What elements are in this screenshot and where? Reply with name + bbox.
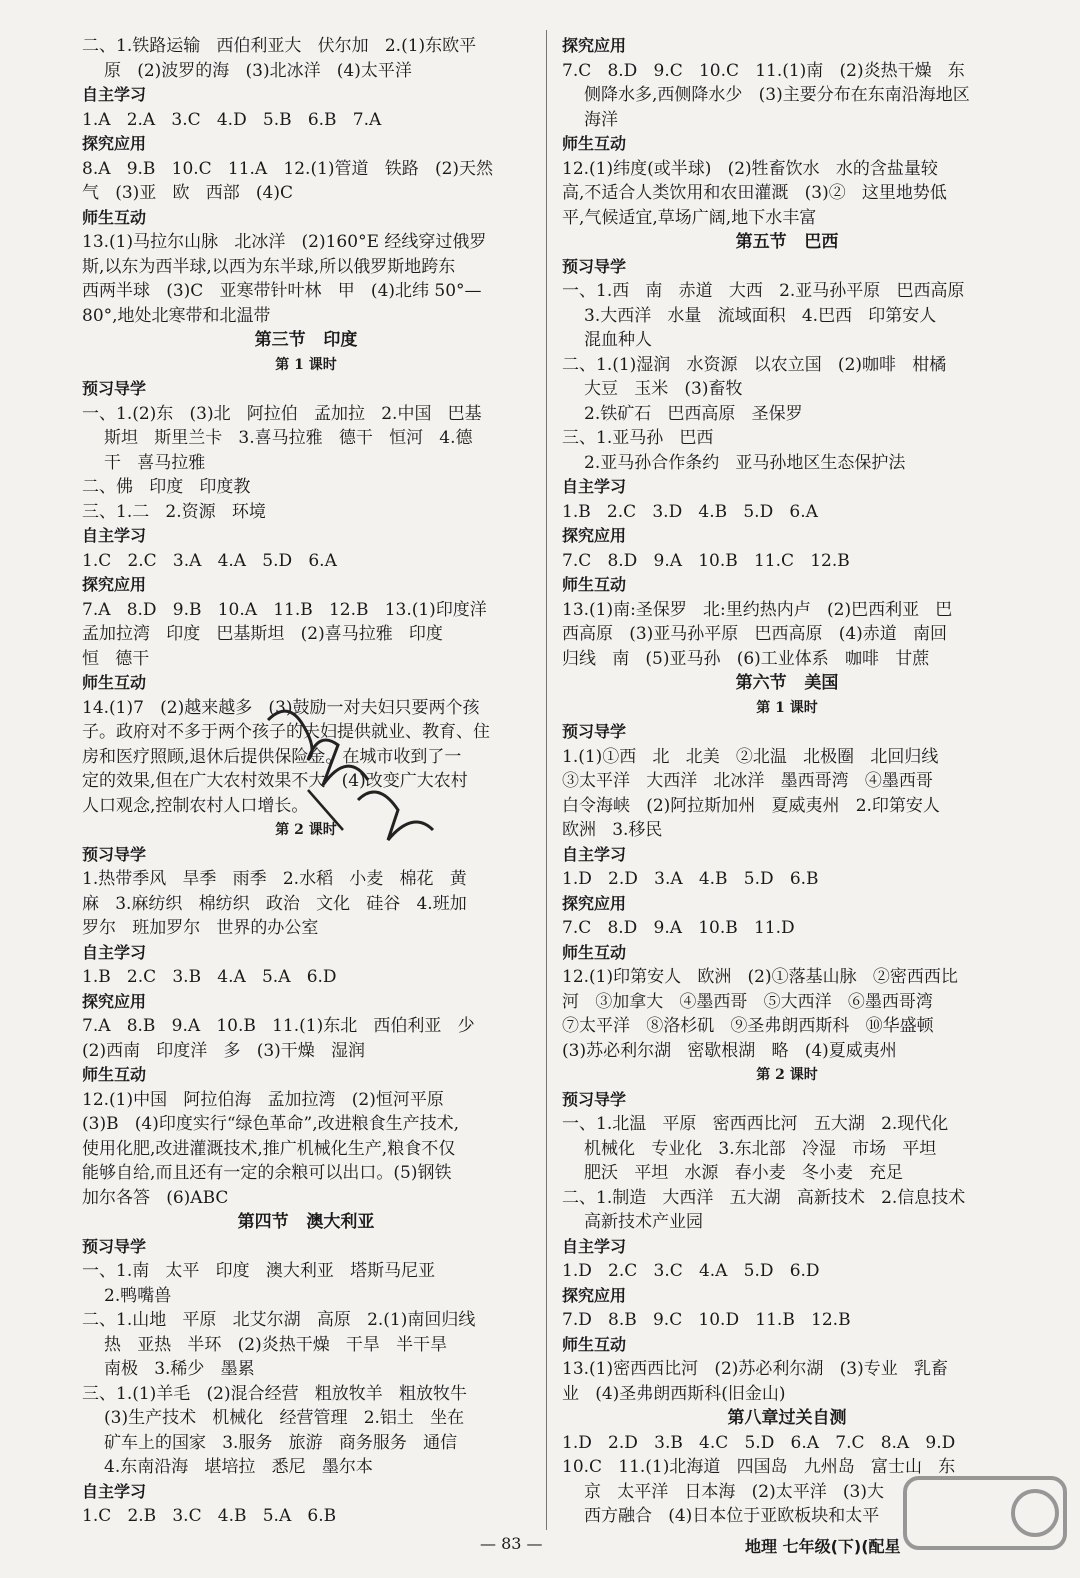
section-heading: 探究应用 — [82, 134, 147, 153]
answer-line: 加尔各答 (6)ABC — [82, 1187, 229, 1208]
lesson-title: 第 2 课时 — [275, 822, 337, 838]
subject-label: 地理 七年级(下)(配星 — [745, 1537, 901, 1556]
chapter-title: 第八章过关自测 — [727, 1408, 847, 1428]
section-heading: 师生互动 — [82, 207, 147, 227]
section-heading: 师生互动 — [562, 134, 627, 153]
section-heading: 探究应用 — [562, 36, 627, 55]
answer-line: 7.D 8.B 9.C 10.D 11.B 12.B — [562, 1310, 851, 1330]
section-heading: 师生互动 — [562, 1334, 627, 1354]
answer-line: 4.东南沿海 堪培拉 悉尼 墨尔本 — [104, 1457, 373, 1477]
answer-line: 罗尔 班加罗尔 世界的办公室 — [82, 918, 319, 938]
column-divider — [546, 30, 547, 1530]
section-heading: 自主学习 — [562, 844, 627, 864]
answer-line: 斯坦 斯里兰卡 3.喜马拉雅 德干 恒河 4.德 — [104, 428, 473, 448]
answer-line: 1.D 2.D 3.A 4.B 5.D 6.B — [562, 869, 819, 889]
answer-line: 气 (3)亚 欧 西部 (4)C — [82, 183, 294, 203]
answer-line: 8.A 9.B 10.C 11.A 12.(1)管道 铁路 (2)天然 — [82, 158, 494, 179]
page-footer — [0, 1532, 1080, 1562]
section-heading: 自主学习 — [562, 477, 627, 496]
answer-line: 二、1.制造 大西洋 五大湖 高新技术 2.信息技术 — [562, 1187, 966, 1208]
answer-line: 孟加拉湾 印度 巴基斯坦 (2)喜马拉雅 印度 — [82, 624, 443, 644]
section-heading: 预习导学 — [82, 844, 147, 864]
answer-line: 一、1.北温 平原 密西西比河 五大湖 2.现代化 — [562, 1114, 949, 1134]
answer-line: (3)B (4)印度实行“绿色革命”,改进粮食生产技术, — [82, 1114, 460, 1134]
answer-line: 12.(1)中国 阿拉伯海 孟加拉湾 (2)恒河平原 — [82, 1089, 444, 1110]
answer-line: 二、1.(1)湿润 水资源 以农立国 (2)咖啡 柑橘 — [562, 354, 947, 375]
answer-line: 高,不适合人类饮用和农田灌溉 (3)② 这里地势低 — [562, 183, 947, 203]
answer-line: 白令海峡 (2)阿拉斯加州 夏威夷州 2.印第安人 — [562, 795, 940, 816]
answer-line: 肥沃 平坦 水源 春小麦 冬小麦 充足 — [584, 1163, 904, 1183]
answer-line: 7.A 8.D 9.B 10.A 11.B 12.B 13.(1)印度洋 — [82, 599, 487, 620]
section-heading: 预习导学 — [82, 1236, 147, 1256]
chapter-title: 第六节 美国 — [735, 673, 839, 693]
section-heading: 探究应用 — [562, 1285, 627, 1305]
answer-line: 能够自给,而且还有一定的余粮可以出口。(5)钢铁 — [82, 1163, 452, 1183]
answer-line: 2.鸭嘴兽 — [104, 1285, 172, 1306]
lesson-title: 第 1 课时 — [756, 699, 818, 716]
answer-line: 二、佛 印度 印度教 — [82, 477, 251, 497]
answer-line: 业 (4)圣弗朗西斯科(旧金山) — [562, 1383, 786, 1404]
section-heading: 自主学习 — [82, 85, 147, 104]
answer-line: 2.铁矿石 巴西高原 圣保罗 — [584, 403, 803, 424]
answer-line: 斯,以东为西半球,以西为东半球,所以俄罗斯地跨东 — [82, 256, 456, 277]
answer-line: ⑦太平洋 ⑧洛杉矶 ⑨圣弗朗西斯科 ⑩华盛顿 — [562, 1016, 934, 1036]
answer-line: 1.D 2.D 3.B 4.C 5.D 6.A 7.C 8.A 9.D — [562, 1432, 956, 1453]
answer-line: 7.C 8.D 9.C 10.C 11.(1)南 (2)炎热干燥 东 — [562, 60, 965, 81]
answer-line: 三、1.亚马孙 巴西 — [562, 428, 714, 448]
answer-line: 定的效果,但在广大农村效果不大 (4)改变广大农村 — [82, 771, 468, 791]
section-heading: 预习导学 — [562, 256, 627, 276]
section-heading: 自主学习 — [82, 1481, 147, 1501]
answer-line: 80°,地处北寒带和北温带 — [82, 305, 271, 326]
answer-line: 热 亚热 半环 (2)炎热干燥 干旱 半干旱 — [104, 1334, 448, 1355]
section-heading: 预习导学 — [82, 379, 147, 398]
answer-line: 7.C 8.D 9.A 10.B 11.C 12.B — [562, 550, 850, 571]
right-column — [562, 34, 1012, 1529]
answer-line: 13.(1)密西西比河 (2)苏必利尔湖 (3)专业 乳畜 — [562, 1359, 948, 1379]
answer-line: 7.A 8.B 9.A 10.B 11.(1)东北 西伯利亚 少 — [82, 1016, 475, 1036]
answer-line: 1.C 2.B 3.C 4.B 5.A 6.B — [82, 1506, 337, 1526]
answer-line: 14.(1)7 (2)越来越多 (3)鼓励一对夫妇只要两个孩 — [82, 697, 480, 718]
answer-line: 1.B 2.C 3.D 4.B 5.D 6.A — [562, 501, 818, 522]
handwritten-scribble — [248, 690, 448, 860]
answer-line: 1.(1)①西 北 北美 ②北温 北极圈 北回归线 — [562, 746, 939, 767]
chapter-title: 第五节 巴西 — [735, 232, 839, 252]
answer-line: 机械化 专业化 3.东北部 冷湿 市场 平坦 — [584, 1138, 937, 1159]
answer-line: 10.C 11.(1)北海道 四国岛 九州岛 富士山 东 — [562, 1457, 956, 1477]
answer-line: 一、1.南 太平 印度 澳大利亚 塔斯马尼亚 — [82, 1261, 436, 1281]
answer-line: 房和医疗照顾,退休后提供保险金。在城市收到了一 — [82, 746, 462, 767]
chapter-title: 第三节 印度 — [254, 330, 358, 350]
answer-line: 河 ③加拿大 ④墨西哥 ⑤大西洋 ⑥墨西哥湾 — [562, 991, 933, 1012]
answer-line: (3)苏必利尔湖 密歇根湖 略 (4)夏威夷州 — [562, 1040, 897, 1061]
answer-line: 3.大西洋 水量 流域面积 4.巴西 印第安人 — [584, 305, 937, 326]
answer-line: 恒 德干 — [82, 648, 150, 669]
answer-line: 混血种人 — [584, 330, 652, 350]
section-heading: 自主学习 — [82, 526, 147, 545]
answer-line: 1.C 2.C 3.A 4.A 5.D 6.A — [82, 550, 337, 571]
lesson-title: 第 1 课时 — [275, 356, 337, 373]
section-heading: 探究应用 — [562, 893, 627, 913]
answer-line: (2)西南 印度洋 多 (3)干燥 湿润 — [82, 1040, 366, 1061]
section-heading: 师生互动 — [562, 942, 627, 962]
answer-line: 一、1.西 南 赤道 大西 2.亚马孙平原 巴西高原 — [562, 281, 965, 301]
answer-line: 归线 南 (5)亚马孙 (6)工业体系 咖啡 甘蔗 — [562, 648, 930, 669]
section-heading: 探究应用 — [82, 991, 147, 1011]
answer-line: 12.(1)印第安人 欧洲 (2)①落基山脉 ②密西西比 — [562, 967, 958, 987]
answer-line: 二、1.铁路运输 西伯利亚大 伏尔加 2.(1)东欧平 — [82, 36, 477, 56]
section-heading: 预习导学 — [562, 1089, 627, 1109]
answer-line: 京 太平洋 日本海 (2)太平洋 (3)大 — [584, 1481, 885, 1502]
section-heading: 预习导学 — [562, 722, 627, 741]
answer-line: 矿车上的国家 3.服务 旅游 商务服务 通信 — [104, 1432, 458, 1453]
answer-line: 7.C 8.D 9.A 10.B 11.D — [562, 918, 795, 938]
answer-line: 13.(1)南:圣保罗 北:里约热内卢 (2)巴西利亚 巴 — [562, 599, 953, 620]
answer-line: 西两半球 (3)C 亚寒带针叶林 甲 (4)北纬 50°— — [82, 281, 482, 301]
answer-line: 1.B 2.C 3.B 4.A 5.A 6.D — [82, 967, 337, 987]
answer-line: 人口观念,控制农村人口增长。 — [82, 795, 309, 816]
answer-line: ③太平洋 大西洋 北冰洋 墨西哥湾 ④墨西哥 — [562, 771, 933, 791]
lesson-title: 第 2 课时 — [756, 1067, 818, 1083]
section-heading: 探究应用 — [562, 526, 627, 545]
answer-line: 海洋 — [584, 109, 618, 130]
section-heading: 自主学习 — [562, 1236, 627, 1256]
answer-line: 子。政府对不多于两个孩子的夫妇提供就业、教育、住 — [82, 722, 490, 742]
answer-line: 高新技术产业园 — [584, 1212, 703, 1232]
section-heading: 师生互动 — [562, 575, 627, 594]
answer-line: 三、1.二 2.资源 环境 — [82, 501, 266, 522]
answer-line: 使用化肥,改进灌溉技术,推广机械化生产,粮食不仅 — [82, 1138, 456, 1159]
answer-line: 西方融合 (4)日本位于亚欧板块和太平 — [584, 1506, 880, 1526]
answer-line: 麻 3.麻纺织 棉纺织 政治 文化 硅谷 4.班加 — [82, 893, 467, 914]
answer-line: 侧降水多,西侧降水少 (3)主要分布在东南沿海地区 — [584, 85, 970, 105]
section-heading: 自主学习 — [82, 942, 147, 962]
answer-line: 干 喜马拉雅 — [104, 452, 206, 473]
chapter-title: 第四节 澳大利亚 — [237, 1212, 375, 1232]
answer-line: (3)生产技术 机械化 经营管理 2.铝土 坐在 — [104, 1408, 465, 1428]
answer-line: 大豆 玉米 (3)畜牧 — [584, 379, 743, 399]
answer-line: 一、1.(2)东 (3)北 阿拉伯 孟加拉 2.中国 巴基 — [82, 403, 482, 424]
page-number: — 83 — — [480, 1534, 543, 1553]
section-heading: 探究应用 — [82, 575, 147, 594]
answer-line: 1.D 2.C 3.C 4.A 5.D 6.D — [562, 1261, 820, 1281]
answer-line: 欧洲 3.移民 — [562, 820, 663, 840]
answer-line: 12.(1)纬度(或半球) (2)牲畜饮水 水的含盐量较 — [562, 158, 938, 179]
answer-line: 原 (2)波罗的海 (3)北冰洋 (4)太平洋 — [104, 60, 412, 81]
answer-line: 1.A 2.A 3.C 4.D 5.B 6.B 7.A — [82, 109, 382, 130]
answer-line: 三、1.(1)羊毛 (2)混合经营 粗放牧羊 粗放牧牛 — [82, 1383, 468, 1404]
section-heading: 师生互动 — [82, 673, 147, 692]
section-heading: 师生互动 — [82, 1065, 147, 1084]
answer-line: 南极 3.稀少 墨累 — [104, 1359, 255, 1379]
answer-line: 二、1.山地 平原 北艾尔湖 高原 2.(1)南回归线 — [82, 1310, 476, 1330]
answer-line: 2.亚马孙合作条约 亚马孙地区生态保护法 — [584, 452, 906, 473]
answer-line: 13.(1)马拉尔山脉 北冰洋 (2)160°E 经线穿过俄罗 — [82, 232, 487, 252]
answer-line: 西高原 (3)亚马孙平原 巴西高原 (4)赤道 南回 — [562, 624, 948, 644]
answer-line: 平,气候适宜,草场广阔,地下水丰富 — [562, 207, 817, 228]
answer-line: 1.热带季风 旱季 雨季 2.水稻 小麦 棉花 黄 — [82, 869, 467, 889]
